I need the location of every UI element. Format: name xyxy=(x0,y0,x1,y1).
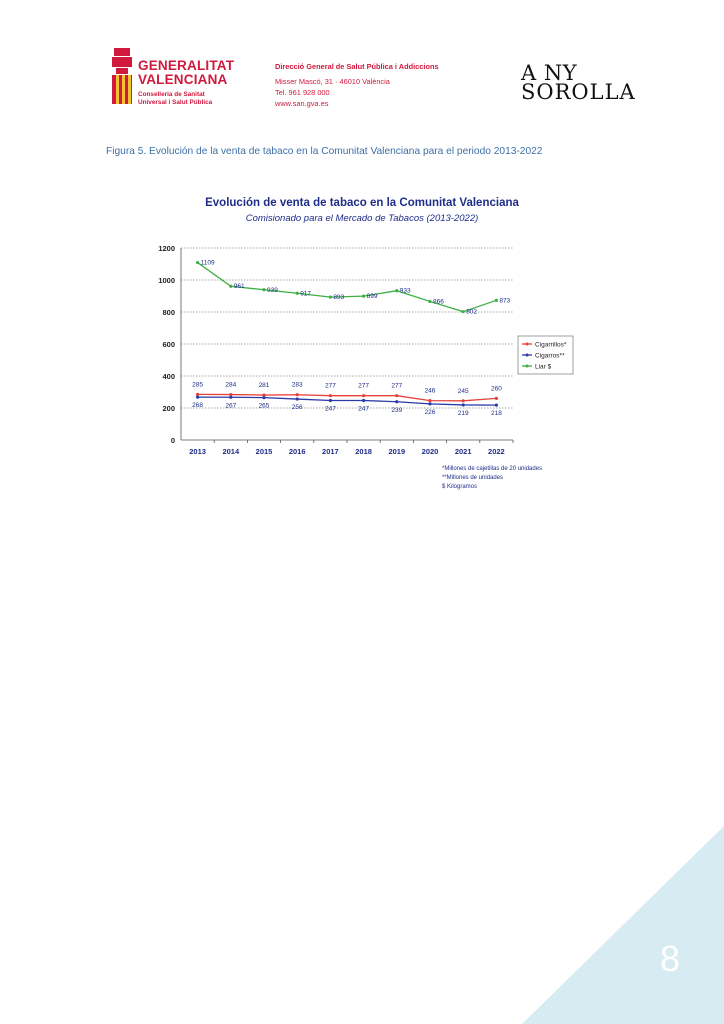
figure-caption: Figura 5. Evolución de la venta de tabaco en la Comunitat Valenciana para el periodo 2013-2022 xyxy=(106,146,543,157)
data-label: 933 xyxy=(399,287,411,295)
sorolla-line2: SOROLLA xyxy=(521,80,636,104)
legend-marker xyxy=(526,343,529,346)
data-label: 246 xyxy=(424,387,436,395)
data-label: 260 xyxy=(490,385,502,393)
chart-note: **Millones de unidades xyxy=(442,475,504,481)
data-label: 245 xyxy=(457,387,469,395)
department-name xyxy=(138,91,212,107)
data-point xyxy=(495,299,498,302)
y-tick-label: 600 xyxy=(162,340,175,349)
generalitat-name-line1: GENERALITAT xyxy=(138,58,235,73)
y-tick-label: 0 xyxy=(170,436,175,445)
data-point xyxy=(428,399,431,402)
data-point xyxy=(362,394,365,397)
data-point xyxy=(229,396,232,399)
data-label: 277 xyxy=(358,382,370,390)
chart-title: Evolución de venta de tabaco en la Comunitat Valenciana xyxy=(205,197,519,209)
data-point xyxy=(196,396,199,399)
data-point xyxy=(262,288,265,291)
data-point xyxy=(462,310,465,313)
data-label: 283 xyxy=(291,381,303,389)
x-tick-label: 2014 xyxy=(222,447,240,456)
data-label: 247 xyxy=(358,405,370,413)
data-point xyxy=(495,404,498,407)
contact-phone: Tel. 961 928 000 xyxy=(275,88,330,97)
legend-label: Liar $ xyxy=(535,363,552,371)
x-tick-label: 2017 xyxy=(322,447,339,456)
x-tick-label: 2016 xyxy=(288,447,306,456)
data-label: 939 xyxy=(267,286,278,294)
data-label: 893 xyxy=(333,294,345,302)
data-point xyxy=(395,394,398,397)
contact-web: www.san.gva.es xyxy=(275,99,329,108)
data-label: 219 xyxy=(457,409,469,417)
data-point xyxy=(362,399,365,402)
contact-block xyxy=(275,61,439,109)
data-label: 247 xyxy=(324,405,336,413)
data-point xyxy=(495,397,498,400)
x-tick-label: 2018 xyxy=(355,447,372,456)
any-sorolla-logo xyxy=(521,61,636,104)
data-label: 873 xyxy=(499,297,511,305)
y-tick-label: 800 xyxy=(162,308,175,317)
data-point xyxy=(462,403,465,406)
data-point xyxy=(362,295,365,298)
data-label: 961 xyxy=(233,283,245,291)
department-line2: Universal i Salut Pública xyxy=(138,99,213,106)
x-tick-label: 2013 xyxy=(189,447,206,456)
legend-marker xyxy=(526,354,529,357)
y-tick-label: 1000 xyxy=(158,276,175,285)
generalitat-name xyxy=(138,59,234,87)
data-point xyxy=(196,261,199,264)
x-tick-label: 2020 xyxy=(421,447,439,456)
data-point xyxy=(196,393,199,396)
data-label: 866 xyxy=(433,298,444,306)
data-point xyxy=(296,292,299,295)
data-label: 281 xyxy=(258,382,270,390)
page-number: 8 xyxy=(660,938,681,979)
x-tick-label: 2022 xyxy=(488,447,505,456)
data-label: 284 xyxy=(225,381,237,389)
y-tick-label: 1200 xyxy=(158,244,175,253)
data-point xyxy=(329,296,332,299)
data-point xyxy=(329,394,332,397)
chart-note: $ Kilogramos xyxy=(442,484,478,490)
page-header xyxy=(0,0,724,120)
legend-label: Cigarrillos* xyxy=(535,341,567,349)
data-label: 277 xyxy=(324,382,336,390)
tobacco-sales-chart xyxy=(140,186,580,496)
data-label: 285 xyxy=(192,381,204,389)
data-point xyxy=(229,285,232,288)
y-tick-label: 200 xyxy=(162,404,175,413)
data-label: 226 xyxy=(424,408,436,416)
data-label: 1109 xyxy=(200,259,215,267)
x-tick-label: 2019 xyxy=(388,447,406,456)
sorolla-line1: A NY xyxy=(521,61,578,85)
data-point xyxy=(395,289,398,292)
department-line1: Conselleria de Sanitat xyxy=(138,91,205,98)
data-label: 802 xyxy=(466,308,478,316)
data-label: 267 xyxy=(225,402,237,410)
y-tick-label: 400 xyxy=(162,372,175,381)
chart-layer xyxy=(158,197,573,490)
x-tick-label: 2015 xyxy=(255,447,273,456)
legend-label: Cigarros** xyxy=(535,352,565,360)
contact-title: Direcció General de Salut Pública i Addiccions xyxy=(275,62,439,71)
data-label: 239 xyxy=(391,406,403,414)
chart-subtitle: Comisionado para el Mercado de Tabacos (2013-2022) xyxy=(245,213,479,224)
generalitat-logo xyxy=(110,48,134,104)
data-label: 268 xyxy=(192,402,204,410)
data-label: 265 xyxy=(258,402,270,410)
data-label: 218 xyxy=(490,410,502,418)
x-tick-label: 2021 xyxy=(454,447,472,456)
data-point xyxy=(428,300,431,303)
data-point xyxy=(262,396,265,399)
data-point xyxy=(395,400,398,403)
data-label: 899 xyxy=(366,293,378,301)
data-point xyxy=(229,393,232,396)
data-point xyxy=(296,393,299,396)
data-label: 917 xyxy=(300,290,312,298)
data-label: 256 xyxy=(291,404,303,412)
generalitat-name-line2: VALENCIANA xyxy=(138,72,228,87)
data-point xyxy=(329,399,332,402)
data-label: 277 xyxy=(391,382,403,390)
contact-address: Misser Mascó, 31 · 46010 València xyxy=(275,77,390,86)
data-point xyxy=(428,402,431,405)
data-point xyxy=(462,399,465,402)
chart-note: *Millones de cajetillas de 20 unidades xyxy=(442,466,543,472)
data-point xyxy=(296,397,299,400)
legend-marker xyxy=(526,365,529,368)
